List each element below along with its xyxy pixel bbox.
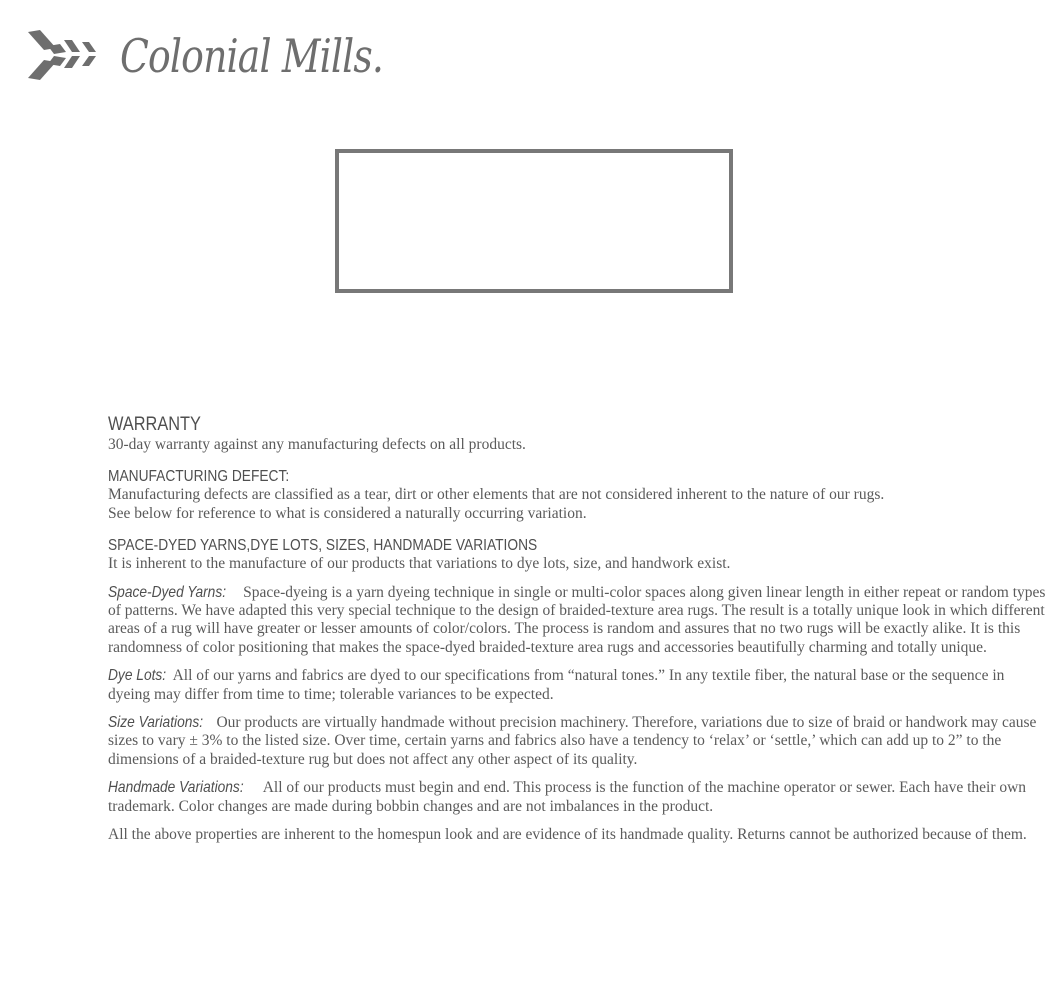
handmade-variations-text: All of our products must begin and end. This process is the function of the machine operator or sewer. Each have their own trademark. Color changes are made during bobbin changes and are not imbalances in the product.: [108, 779, 1027, 815]
space-dyed-lead: Space-Dyed Yarns:: [108, 583, 227, 601]
closing-statement: All the above properties are inherent to the homespun look and are evidence of its handmade quality. Returns cannot be authorized because of them.: [108, 826, 1027, 844]
product-image-placeholder: [335, 149, 733, 293]
braid-chevron-icon: [26, 28, 102, 84]
brand-logo: [26, 26, 441, 86]
variations-heading: SPACE-DYED YARNS,DYE LOTS, SIZES, HANDMADE VARIATIONS: [108, 537, 538, 555]
defect-note: See below for reference to what is considered a naturally occurring variation.: [108, 504, 587, 522]
defect-text: Manufacturing defects are classified as a tear, dirt or other elements that are not considered inherent to the nature of our rugs.: [108, 486, 885, 504]
variations-intro: It is inherent to the manufacture of our products that variations to dye lots, size, and handwork exist.: [108, 555, 731, 573]
space-dyed-text: Space-dyeing is a yarn dyeing technique in single or multi-color spaces along given linear length in either repeat or random types of patterns. We have adapted this very special technique to the design of braided-texture area rugs. The result is a totally unique look in which different areas of a rug will have greater or lesser amounts of color/colors. The process is random and assures that no two rugs will be exactly alike. It is this randomness of color positioning that makes the space-dyed braided-texture area rugs and accessories beautifully charming and totally unique.: [108, 583, 1046, 656]
defect-heading: MANUFACTURING DEFECT:: [108, 468, 290, 486]
brand-name: Colonial Mills.: [120, 29, 384, 83]
warranty-heading: WARRANTY: [108, 414, 201, 435]
warranty-text: 30-day warranty against any manufacturing defects on all products.: [108, 436, 526, 453]
warranty-document: [108, 414, 1048, 845]
size-variations-lead: Size Variations:: [108, 714, 204, 732]
dye-lots-lead: Dye Lots:: [108, 667, 167, 685]
dye-lots-text: All of our yarns and fabrics are dyed to our specifications from “natural tones.” In any textile fiber, the natural base or the sequence in dyeing may differ from time to time; tolerable variances to be expected.: [108, 667, 1005, 703]
size-variations-paragraph: [108, 714, 1048, 769]
space-dyed-paragraph: [108, 584, 1048, 658]
handmade-variations-lead: Handmade Variations:: [108, 779, 244, 797]
size-variations-text: Our products are virtually handmade without precision machinery. Therefore, variations due to size of braid or handwork may cause sizes to vary ± 3% to the listed size. Over time, certain yarns and fabrics also have a tendency to ‘relax’ or ‘settle,’ which can add up to 2” to the dimensions of a braided-texture rug but does not affect any other aspect of its quality.: [108, 714, 1037, 768]
dye-lots-paragraph: [108, 667, 1048, 704]
handmade-variations-paragraph: [108, 779, 1048, 816]
